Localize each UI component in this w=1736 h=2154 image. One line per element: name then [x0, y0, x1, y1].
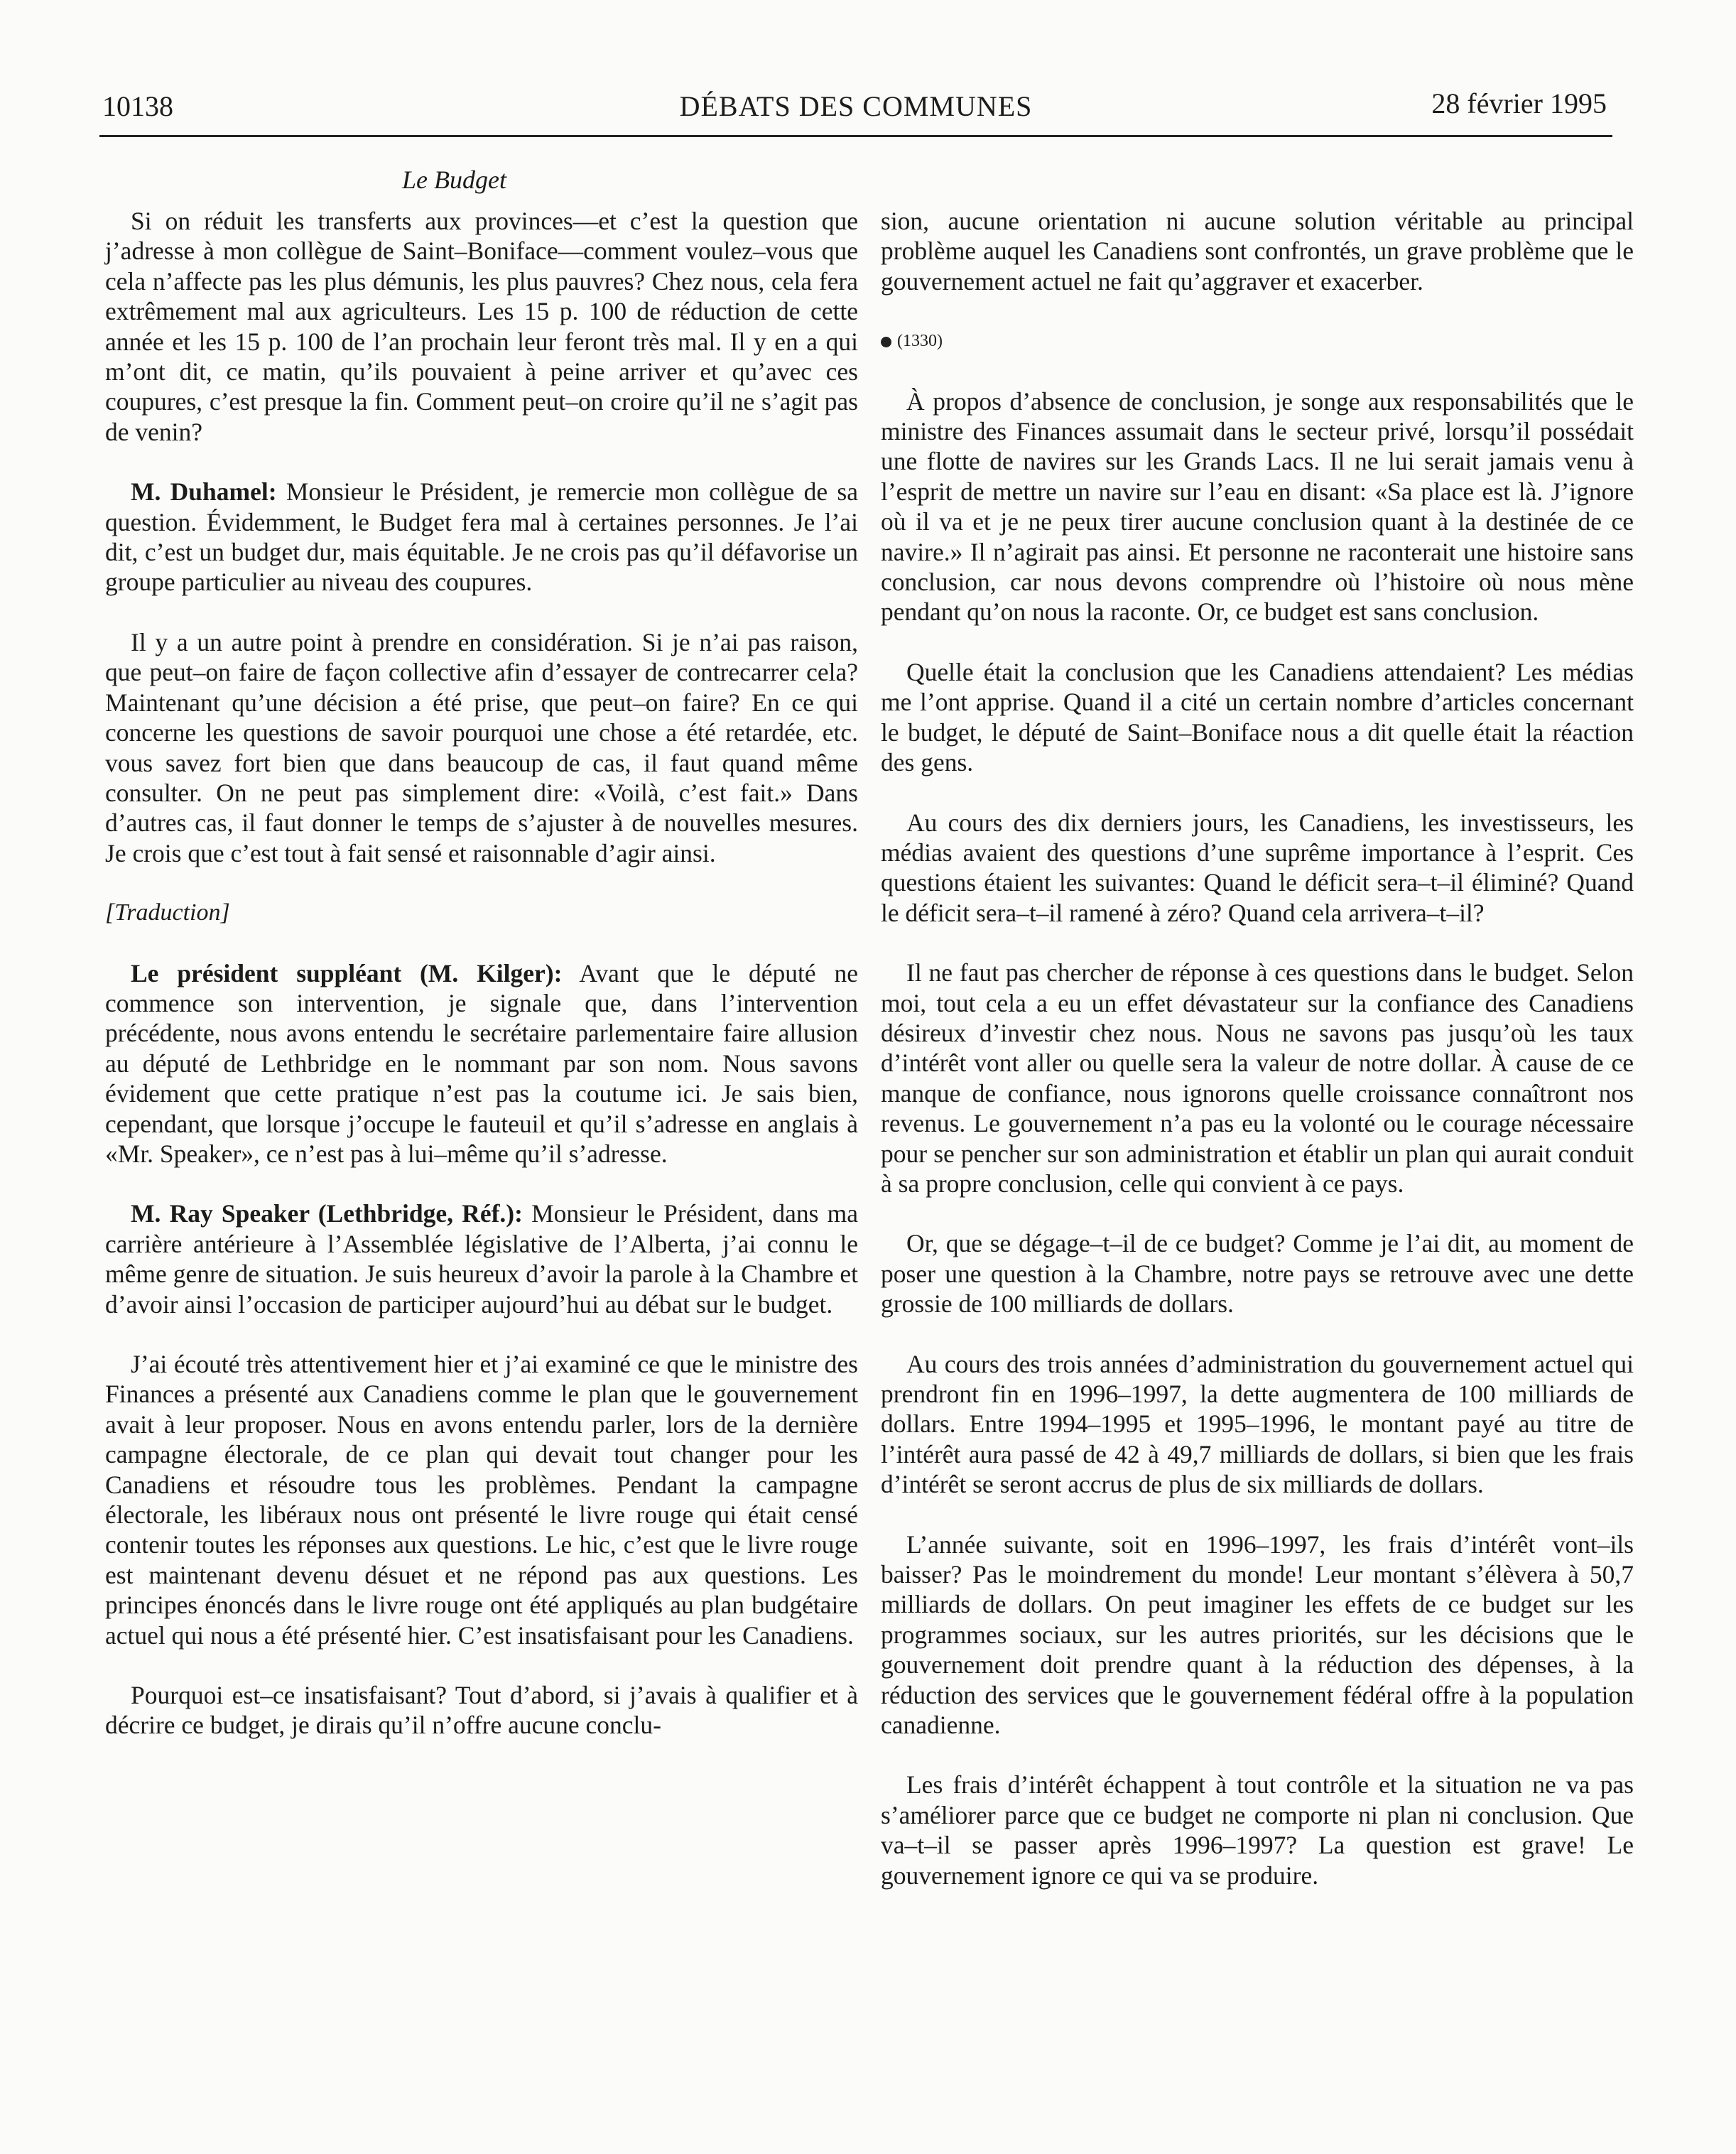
paragraph-text: Pourquoi est–ce insatisfaisant? Tout d’abord, si j’avais à qualifier et à décrire ce budget, je dirais qu’il n’offre aucune conclu- [105, 1681, 858, 1740]
paragraph [105, 1680, 858, 1741]
translation-note-text: [Traduction] [105, 899, 230, 926]
translation-note [105, 898, 858, 928]
paragraph [881, 386, 1634, 627]
time-marker [881, 326, 1634, 356]
right-column [881, 206, 1634, 1920]
paragraph-text: Au cours des trois années d’administration du gouvernement actuel qui prendront fin en 1996–1997, la dette augmentera de 100 milliards de dollars. Entre 1994–1995 et 1995–1996, le montant payé au titre de l’intérêt aura passé de 42 à 49,7 milliards de dollars, si bien que les frais d’intérêt se seront accrus de plus de six milliards de dollars. [881, 1349, 1634, 1499]
paragraph [105, 958, 858, 1169]
paragraph [881, 808, 1634, 929]
paragraph [881, 657, 1634, 778]
paragraph-text: Quelle était la conclusion que les Canadiens attendaient? Les médias me l’ont apprise. Quand il a cité un certain nombre d’articles concernant le budget, le député de Saint–Boniface nous a dit quelle était la réaction des gens. [881, 657, 1634, 777]
section-title: Le Budget [402, 166, 506, 194]
bullet-icon [881, 337, 891, 347]
page-number: 10138 [102, 90, 173, 122]
paragraph-text: Monsieur le Président, dans ma carrière antérieure à l’Assemblée législative de l’Alberta, j’ai connu le même genre de situation. Je suis heureux d’avoir la parole à la Chambre et d’avoir ainsi l’occasion de participer aujourd’hui au débat sur le budget. [105, 1199, 858, 1319]
paragraph-text: Or, que se dégage–t–il de ce budget? Comme je l’ai dit, au moment de poser une question à la Chambre, notre pays se retrouve avec une dette grossie de 100 milliards de dollars. [881, 1229, 1634, 1319]
speaker-name: M. Ray Speaker (Lethbridge, Réf.): [131, 1199, 523, 1228]
paragraph-text: J’ai écouté très attentivement hier et j’ai examiné ce que le ministre des Finances a présenté aux Canadiens comme le plan que le gouvernement avait à leur proposer. Nous en avons entendu parler, lors de la dernière campagne électorale, de ce plan qui devait tout changer pour les Canadiens et résoudre tous les problèmes. Pendant la campagne électorale, les libéraux nous ont présenté le livre rouge qui était censé contenir toutes les réponses aux questions. Le hic, c’est que le livre rouge est maintenant devenu désuet et ne répond pas aux questions. Les principes énoncés dans le livre rouge ont été appliqués au plan budgétaire actuel qui nous a été présenté hier. C’est insatisfaisant pour les Canadiens. [105, 1350, 858, 1650]
paragraph [105, 1349, 858, 1650]
paragraph [881, 206, 1634, 296]
publication-title: DÉBATS DES COMMUNES [679, 90, 1033, 122]
paragraph-text: Au cours des dix derniers jours, les Canadiens, les investisseurs, les médias avaient des questions d’une suprême importance à l’esprit. Ces questions étaient les suivantes: Quand le déficit sera–t–il éliminé? Quand le déficit sera–t–il ramené à zéro? Quand cela arrivera–t–il? [881, 808, 1634, 927]
paragraph-text: sion, aucune orientation ni aucune solution véritable au principal problème auquel les Canadiens sont confrontés, un grave problème que le gouvernement actuel ne fait qu’aggraver et exacerber. [881, 207, 1634, 296]
paragraph [105, 206, 858, 447]
paragraph [881, 1770, 1634, 1890]
paragraph-text: Monsieur le Président, je remercie mon collègue de sa question. Évidemment, le Budget fera mal à certaines personnes. Je l’ai dit, c’est un budget dur, mais équitable. Je ne crois pas qu’il défavorise un groupe particulier au niveau des coupures. [105, 477, 858, 597]
paragraph-text: L’année suivante, soit en 1996–1997, les frais d’intérêt vont–ils baisser? Pas le moindrement du monde! Leur montant s’élèvera à 50,7 milliards de dollars. On peut imaginer les effets de ce budget sur les programmes sociaux, sur les autres priorités, sur les décisions que le gouvernement doit prendre quant à la réduction des dépenses, à la réduction des services que le gouvernement fédéral offre à la population canadienne. [881, 1530, 1634, 1740]
paragraph-text: Il y a un autre point à prendre en considération. Si je n’ai pas raison, que peut–on faire de façon collective afin d’essayer de contrecarrer cela? Maintenant qu’une décision a été prise, que peut–on faire? En ce qui concerne les questions de savoir pourquoi une chose a été retardée, etc. vous savez fort bien que dans beaucoup de cas, il faut quand même consulter. On ne peut pas simplement dire: «Voilà, c’est fait.» Dans d’autres cas, il faut donner le temps de s’ajuster à de nouvelles mesures. Je crois que c’est tout à fait sensé et raisonnable d’agir ainsi. [105, 627, 858, 867]
left-column [105, 206, 858, 1770]
paragraph [881, 958, 1634, 1198]
paragraph [881, 1228, 1634, 1319]
issue-date: 28 février 1995 [1431, 87, 1607, 119]
paragraph [881, 1349, 1634, 1500]
paragraph [105, 477, 858, 597]
page-header [99, 84, 1612, 137]
paragraph-text: Si on réduit les transferts aux provinces—et c’est la question que j’adresse à mon collègue de Saint–Boniface—comment voulez–vous que cela n’affecte pas les plus démunis, les plus pauvres? Chez nous, cela fera extrêmement mal aux agriculteurs. Les 15 p. 100 de réduction de cette année et les 15 p. 100 de l’an prochain leur feront très mal. Il y en a qui m’ont dit, ce matin, qu’ils pouvaient à peine arriver et qu’avec ces coupures, c’est presque la fin. Comment peut–on croire qu’il ne s’agit pas de venin? [105, 207, 858, 446]
paragraph-text: Les frais d’intérêt échappent à tout contrôle et la situation ne va pas s’améliorer parce que ce budget ne comporte ni plan ni conclusion. Que va–t–il se passer après 1996–1997? La question est grave! Le gouvernement ignore ce qui va se produire. [881, 1770, 1634, 1890]
paragraph-text: Avant que le député ne commence son intervention, je signale que, dans l’intervention précédente, nous avons entendu le secrétaire parlementaire faire allusion au député de Lethbridge en le nommant par son nom. Nous savons évidement que cette pratique n’est pas la coutume ici. Je sais bien, cependant, que lorsque j’occupe le fauteuil et qu’il s’adresse en anglais à «Mr. Speaker», ce n’est pas à lui–même qu’il s’adresse. [105, 958, 858, 1168]
speaker-name: Le président suppléant (M. Kilger): [131, 958, 563, 987]
paragraph [881, 1530, 1634, 1741]
time-marker-text: (1330) [897, 332, 943, 351]
paragraph [105, 1198, 858, 1319]
speaker-name: M. Duhamel: [131, 477, 277, 507]
paragraph [105, 627, 858, 868]
paragraph-text: À propos d’absence de conclusion, je songe aux responsabilités que le ministre des Finances assumait dans le secteur privé, lorsqu’il possédait une flotte de navires sur les Grands Lacs. Il ne lui serait jamais venu à l’esprit de mettre un navire sur l’eau en disant: «Sa place est là. J’ignore où il va et je ne peux tirer aucune conclusion quant à la destinée de ce navire.» Il n’agirait pas ainsi. Et personne ne raconterait une histoire sans conclusion, car nous devons comprendre où l’histoire où nous mène pendant qu’on nous la raconte. Or, ce budget est sans conclusion. [881, 386, 1634, 627]
paragraph-text: Il ne faut pas chercher de réponse à ces questions dans le budget. Selon moi, tout cela a eu un effet dévastateur sur la confiance des Canadiens désireux d’investir chez nous. Nous ne savons pas jusqu’où les taux d’intérêt vont aller ou quelle sera la valeur de notre dollar. À cause de ce manque de confiance, nous ignorons quelle croissance connaîtront nos revenus. Le gouvernement n’a pas eu la volonté ou le courage nécessaire pour se pencher sur son administration et établir un plan qui aurait conduit à sa propre conclusion, celle qui convient à ce pays. [881, 958, 1634, 1198]
